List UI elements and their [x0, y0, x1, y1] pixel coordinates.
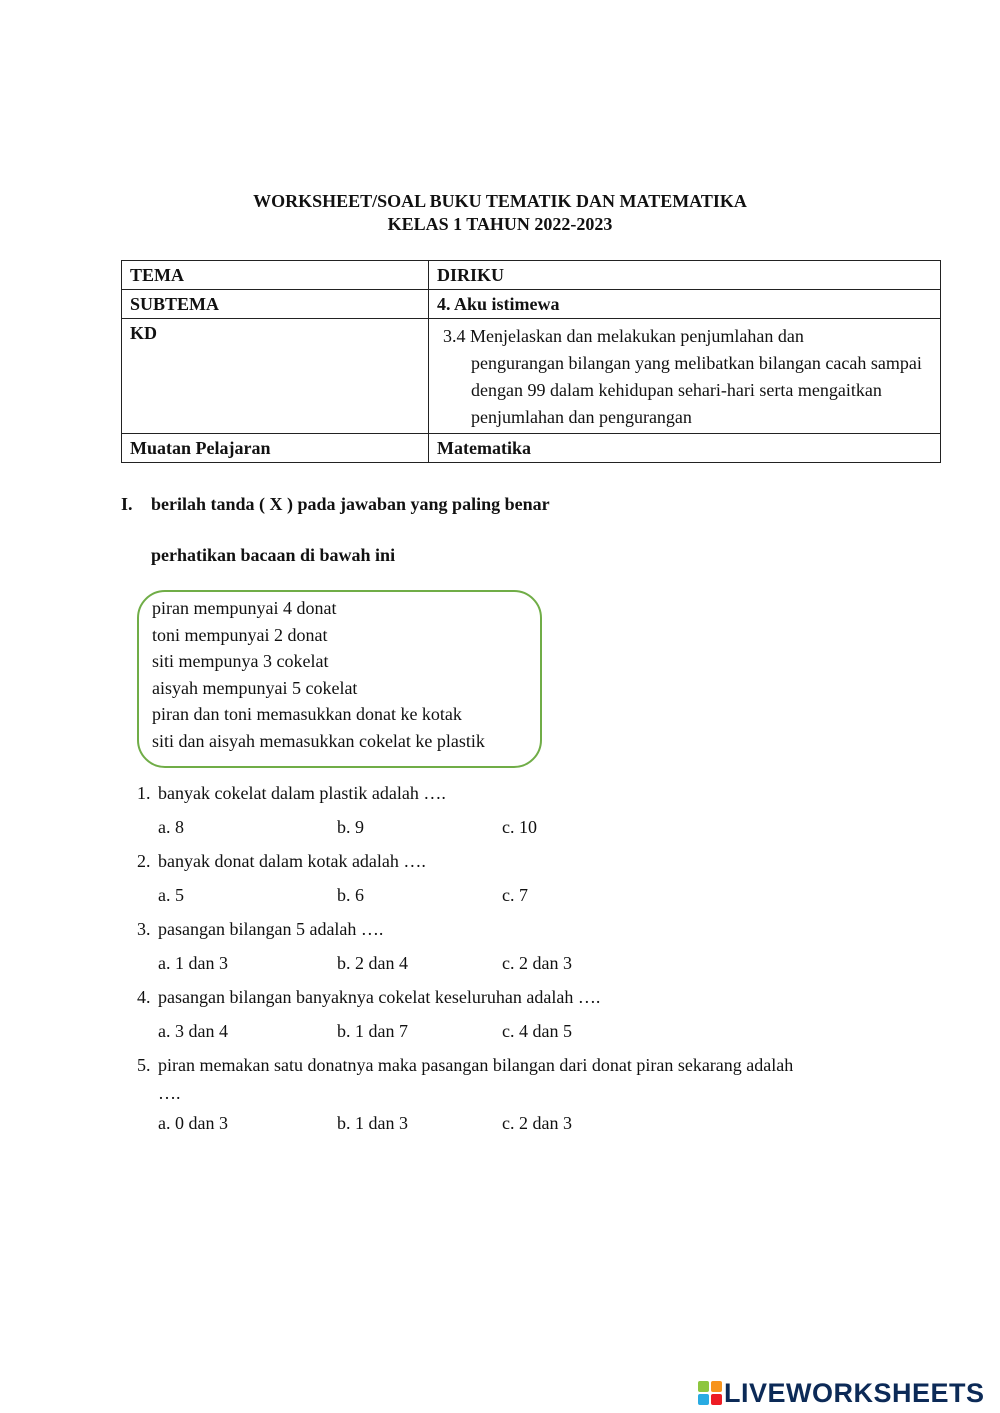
question-number: 5. [137, 1055, 151, 1075]
section-instruction: berilah tanda ( X ) pada jawaban yang paling benar [151, 494, 550, 514]
story-box [137, 590, 542, 768]
option-c[interactable]: c. 2 dan 3 [502, 953, 572, 973]
section-number: I. [121, 494, 133, 514]
question-number: 2. [137, 851, 151, 871]
question-number: 3. [137, 919, 151, 939]
story-line: siti dan aisyah memasukkan cokelat ke plastik [152, 730, 485, 751]
story-line: piran mempunyai 4 donat [152, 598, 337, 618]
story-line: siti mempunya 3 cokelat [152, 651, 329, 672]
sub-instruction: perhatikan bacaan di bawah ini [151, 545, 396, 565]
worksheet-title [0, 190, 1000, 236]
section-heading [121, 494, 550, 515]
muatan-value: Matematika [429, 434, 941, 463]
question-2 [137, 848, 937, 908]
option-a[interactable]: a. 0 dan 3 [158, 1113, 228, 1133]
option-c[interactable]: c. 7 [502, 885, 528, 905]
title-line-2: KELAS 1 TAHUN 2022-2023 [387, 214, 613, 234]
question-continuation: …. [158, 1083, 181, 1103]
question-text: pasangan bilangan banyaknya cokelat keseluruhan adalah …. [158, 987, 601, 1007]
table-row-tema [122, 261, 941, 290]
option-b[interactable]: b. 6 [337, 885, 364, 905]
kd-label: KD [122, 319, 429, 434]
option-a[interactable]: a. 5 [158, 885, 184, 905]
option-b[interactable]: b. 9 [337, 817, 364, 837]
subtema-value: 4. Aku istimewa [429, 290, 941, 319]
option-c[interactable]: c. 4 dan 5 [502, 1021, 572, 1041]
option-c[interactable]: c. 2 dan 3 [502, 1113, 572, 1133]
table-row-muatan [122, 434, 941, 463]
liveworksheets-logo[interactable] [698, 1378, 985, 1408]
question-number: 1. [137, 783, 151, 803]
question-text: banyak cokelat dalam plastik adalah …. [158, 783, 446, 803]
question-text: banyak donat dalam kotak adalah …. [158, 851, 426, 871]
table-row-subtema [122, 290, 941, 319]
option-a[interactable]: a. 1 dan 3 [158, 953, 228, 973]
subtema-label: SUBTEMA [122, 290, 429, 319]
question-list [137, 780, 937, 1144]
logo-square-green [698, 1381, 709, 1392]
logo-square-red [711, 1394, 722, 1405]
question-5 [137, 1052, 937, 1136]
info-table [121, 260, 941, 463]
kd-value-rest: pengurangan bilangan yang melibatkan bilangan cacah sampai dengan 99 dalam kehidupan sehari-hari serta mengaitkan penjumlahan dan pengurangan [471, 353, 922, 427]
story-line: aisyah mempunyai 5 cokelat [152, 677, 358, 698]
question-text: piran memakan satu donatnya maka pasangan bilangan dari donat piran sekarang adalah [158, 1055, 794, 1075]
story-line: toni mempunyai 2 donat [152, 624, 328, 645]
question-1 [137, 780, 937, 840]
option-c[interactable]: c. 10 [502, 817, 537, 837]
logo-square-orange [711, 1381, 722, 1392]
option-a[interactable]: a. 8 [158, 817, 184, 837]
logo-text: LIVEWORKSHEETS [724, 1377, 985, 1408]
question-number: 4. [137, 987, 151, 1007]
option-b[interactable]: b. 1 dan 7 [337, 1021, 408, 1041]
story-line: piran dan toni memasukkan donat ke kotak [152, 704, 462, 725]
tema-label: TEMA [122, 261, 429, 290]
question-text: pasangan bilangan 5 adalah …. [158, 919, 384, 939]
kd-value-first: 3.4 Menjelaskan dan melakukan penjumlahan dan [443, 326, 804, 346]
question-4 [137, 984, 937, 1044]
logo-square-blue [698, 1394, 709, 1405]
kd-value [429, 319, 941, 434]
title-line-1: WORKSHEET/SOAL BUKU TEMATIK DAN MATEMATIKA [253, 191, 747, 211]
option-b[interactable]: b. 1 dan 3 [337, 1113, 408, 1133]
option-a[interactable]: a. 3 dan 4 [158, 1021, 228, 1041]
question-3 [137, 916, 937, 976]
table-row-kd [122, 319, 941, 434]
muatan-label: Muatan Pelajaran [122, 434, 429, 463]
liveworksheets-logo-icon [698, 1381, 722, 1405]
tema-value: DIRIKU [429, 261, 941, 290]
option-b[interactable]: b. 2 dan 4 [337, 953, 408, 973]
